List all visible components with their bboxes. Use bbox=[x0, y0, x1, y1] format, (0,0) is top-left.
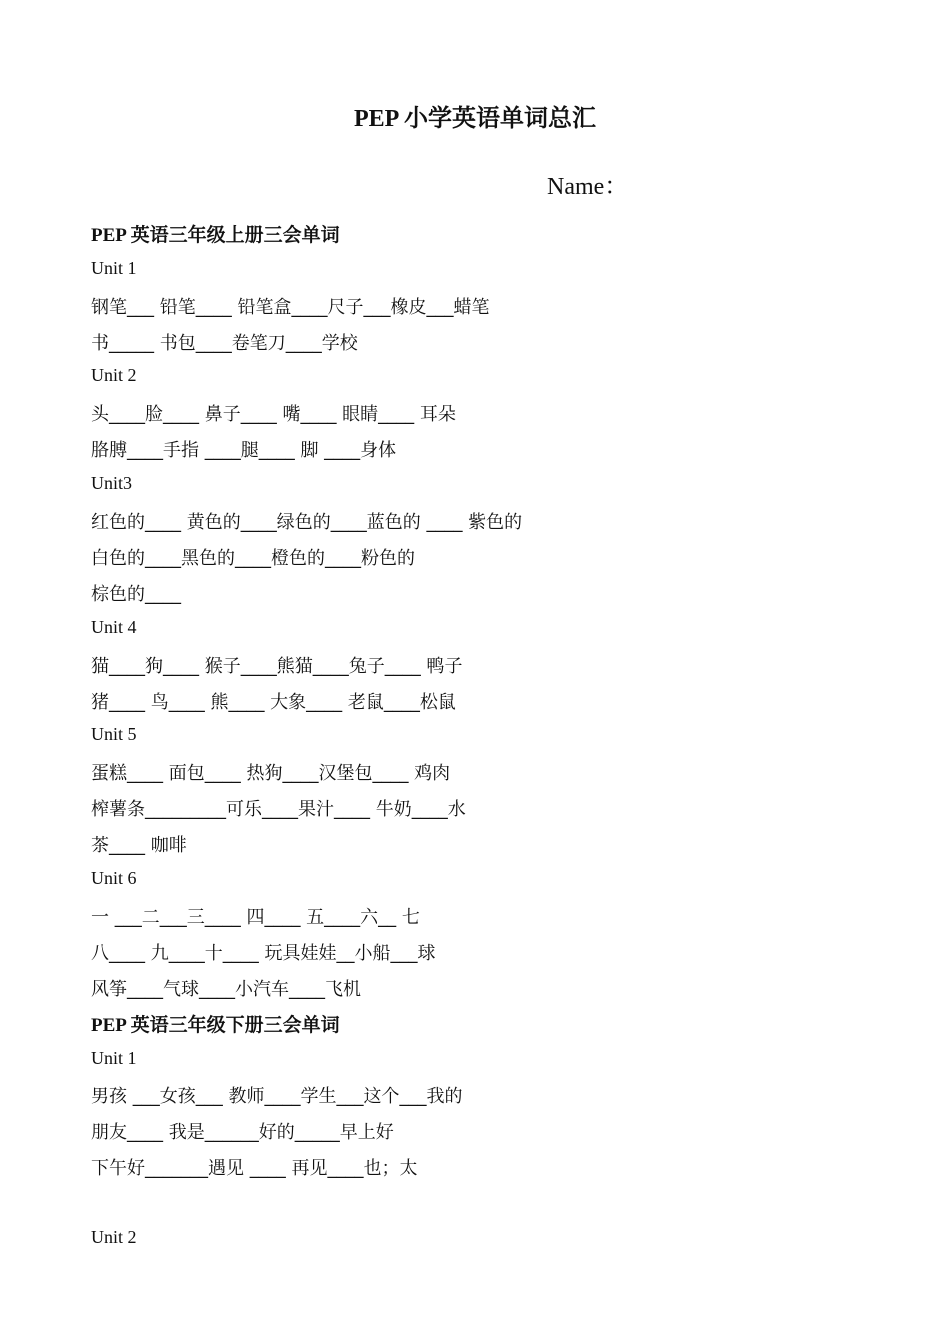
unit-label: Unit 2 bbox=[91, 1227, 137, 1247]
vocab-line: 下午好_______遇见 ____ 再见____也；太 bbox=[91, 1158, 418, 1179]
vocab-line: 白色的____黑色的____橙色的____粉色的 bbox=[91, 548, 415, 569]
vocab-line: 茶____ 咖啡 bbox=[91, 835, 187, 856]
unit-label: Unit3 bbox=[91, 473, 133, 493]
vocab-line: 朋友____ 我是______好的_____早上好 bbox=[91, 1122, 394, 1143]
vocab-line: 棕色的____ bbox=[91, 584, 181, 605]
vocab-line: 胳膊____手指 ____腿____ 脚 ____身体 bbox=[91, 440, 397, 461]
unit-label: Unit 1 bbox=[91, 258, 137, 278]
vocab-line: 榨薯条_________可乐____果汁____ 牛奶____水 bbox=[91, 799, 466, 820]
unit-label: Unit 2 bbox=[91, 365, 137, 385]
name-label: Name： bbox=[547, 174, 629, 200]
vocab-line: 蛋糕____ 面包____ 热狗____汉堡包____ 鸡肉 bbox=[91, 763, 451, 784]
unit-label: Unit 6 bbox=[91, 868, 137, 888]
vocab-line: 书_____ 书包____卷笔刀____学校 bbox=[91, 333, 358, 354]
vocab-line: 风筝____气球____小汽车____飞机 bbox=[91, 979, 361, 1000]
vocab-line: 猫____狗____ 猴子____熊猫____兔子____ 鸭子 bbox=[91, 656, 463, 677]
page-title: PEP 小学英语单词总汇 bbox=[353, 106, 596, 132]
vocab-line: 钢笔___ 铅笔____ 铅笔盒____尺子___橡皮___蜡笔 bbox=[91, 297, 490, 318]
vocab-line: 猪____ 鸟____ 熊____ 大象____ 老鼠____松鼠 bbox=[91, 692, 456, 713]
unit-label: Unit 4 bbox=[91, 617, 137, 637]
section-heading: PEP 英语三年级下册三会单词 bbox=[91, 1015, 340, 1036]
unit-label: Unit 1 bbox=[91, 1048, 137, 1068]
vocab-line: 一 ___二___三____ 四____ 五____六__ 七 bbox=[91, 907, 420, 928]
unit-label: Unit 5 bbox=[91, 724, 137, 744]
vocab-line: 红色的____ 黄色的____绿色的____蓝色的 ____ 紫色的 bbox=[91, 512, 523, 533]
vocab-line: 头____脸____ 鼻子____ 嘴____ 眼睛____ 耳朵 bbox=[91, 404, 456, 425]
vocab-line: 八____ 九____十____ 玩具娃娃__小船___球 bbox=[91, 943, 436, 964]
section-heading: PEP 英语三年级上册三会单词 bbox=[91, 225, 340, 246]
vocab-line: 男孩 ___女孩___ 教师____学生___这个___我的 bbox=[91, 1086, 463, 1107]
